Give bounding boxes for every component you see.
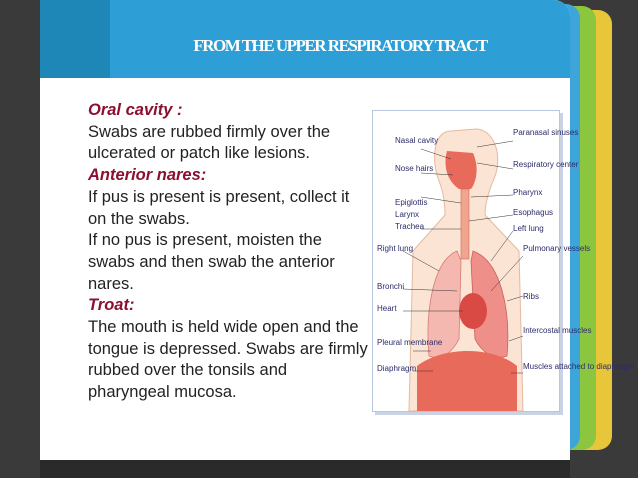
anterior-nares-text-1: If pus is present is present, collect it on the swabs. [88, 187, 350, 228]
label-pleural-membrane: Pleural membrane [377, 338, 443, 347]
label-left-lung: Left lung [513, 224, 544, 233]
slide-text [88, 100, 370, 404]
left-margin [40, 78, 86, 462]
label-intercostal-muscles: Intercostal muscles [523, 326, 592, 335]
label-ribs: Ribs [523, 292, 540, 301]
header-accent [40, 0, 110, 78]
label-pulmonary-vessels: Pulmonary vessels [523, 244, 591, 253]
label-right-lung: Right lung [377, 244, 414, 253]
throat-text: The mouth is held wide open and the tongue is depressed. Swabs are firmly rubbed over the tonsils and pharyngeal mucosa. [88, 318, 368, 402]
label-esophagus: Esophagus [513, 208, 554, 217]
label-epiglottis: Epiglottis [395, 198, 428, 207]
slide-title: FROM THE UPPER RESPIRATORY TRACT [193, 36, 487, 55]
label-heart: Heart [377, 304, 397, 313]
label-nasal-cavity: Nasal cavity [395, 136, 439, 145]
anterior-nares-text-2: If no pus is present, moisten the swabs and then swab the anterior nares. [88, 231, 335, 293]
label-diaphragm: Diaphragm [377, 364, 417, 373]
throat-heading: Troat: [88, 296, 135, 315]
slide-header [40, 0, 570, 78]
label-trachea: Trachea [395, 222, 425, 231]
anterior-nares-heading: Anterior nares: [88, 166, 207, 185]
label-pharynx: Pharynx [513, 188, 543, 197]
anatomy-illustration [373, 111, 635, 411]
label-larynx: Larynx [395, 210, 420, 219]
oral-cavity-text: Swabs are rubbed firmly over the ulcerated or patch like lesions. [88, 122, 331, 163]
label-bronchi: Bronchi [377, 282, 405, 291]
oral-cavity-heading: Oral cavity : [88, 101, 183, 119]
respiratory-system-figure [372, 110, 635, 412]
bottom-shadow [40, 460, 570, 478]
label-respiratory-center: Respiratory center [513, 160, 579, 169]
label-muscles-attached: Muscles attached to diaphragm [523, 362, 635, 371]
label-paranasal-sinuses: Paranasal sinuses [513, 128, 579, 137]
label-nose-hairs: Nose hairs [395, 164, 434, 173]
